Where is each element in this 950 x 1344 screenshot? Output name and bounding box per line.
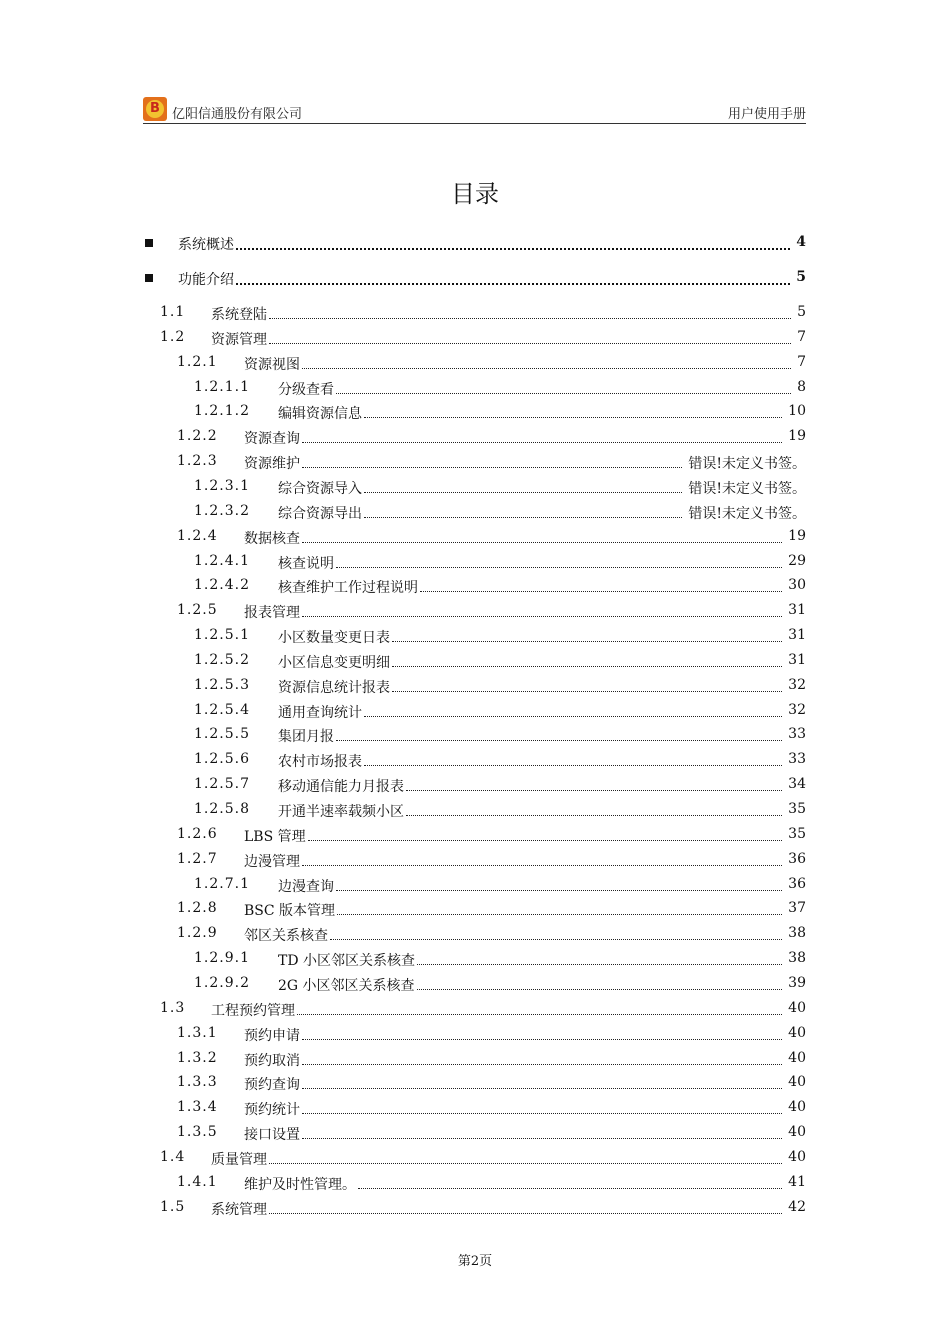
- toc-leader-dots: [392, 666, 782, 667]
- toc-entry[interactable]: [0, 749, 950, 771]
- toc-leader-dots: [336, 393, 791, 394]
- toc-entry[interactable]: [0, 575, 950, 597]
- toc-entry-page: 32: [788, 701, 806, 718]
- toc-entry[interactable]: [0, 476, 950, 498]
- toc-leader-dots: [302, 368, 791, 369]
- toc-entry-number: 1.2.5.4: [194, 701, 250, 718]
- toc-entry[interactable]: [0, 1097, 950, 1119]
- toc-entry-label: 维护及时性管理。: [244, 1176, 356, 1193]
- toc-entry[interactable]: [0, 625, 950, 647]
- toc-entry-label: 资源维护: [244, 456, 300, 473]
- toc-entry-label: 系统概述: [178, 237, 234, 253]
- toc-entry-page: 40: [788, 1124, 806, 1141]
- toc-leader-dots: [336, 740, 782, 741]
- toc-entry-number: 1.3.3: [177, 1074, 218, 1091]
- toc-leader-dots: [420, 591, 782, 592]
- toc-entry[interactable]: [0, 1197, 950, 1219]
- toc-entry-number: 1.2.4.1: [194, 552, 250, 569]
- toc-leader-dots: [364, 716, 782, 717]
- toc-entry[interactable]: [0, 1147, 950, 1169]
- toc-entry-label: 农村市场报表: [278, 754, 362, 771]
- toc-entry-page: 错误!未定义书签。: [688, 456, 806, 473]
- toc-entry-number: 1.2.1: [177, 353, 218, 370]
- toc-entry[interactable]: [0, 302, 950, 324]
- bullet-icon: [145, 239, 153, 247]
- toc-entry[interactable]: [0, 327, 950, 349]
- toc-entry-label: 边漫管理: [244, 853, 300, 870]
- toc-entry-number: 1.2.1.1: [194, 378, 250, 395]
- toc-entry-number: 1.3.2: [177, 1049, 218, 1066]
- toc-entry-label: 接口设置: [244, 1127, 300, 1144]
- toc-leader-dots: [392, 641, 782, 642]
- toc-leader-dots: [302, 1039, 782, 1040]
- toc-entry[interactable]: [0, 923, 950, 945]
- toc-entry-page: 错误!未定义书签。: [688, 480, 806, 497]
- toc-leader-dots: [302, 1088, 782, 1089]
- toc-entry[interactable]: [0, 377, 950, 399]
- toc-entry-label: 邻区关系核查: [244, 928, 328, 945]
- toc-entry-label: 资源管理: [211, 331, 267, 348]
- toc-entry-number: 1.4.1: [177, 1173, 218, 1190]
- toc-entry[interactable]: [0, 998, 950, 1020]
- toc-leader-dots: [364, 517, 682, 518]
- toc-entry-label: 开通半速率载频小区: [278, 804, 404, 820]
- toc-entry-number: 1.2.5.3: [194, 676, 250, 693]
- toc-entry[interactable]: [0, 948, 950, 970]
- toc-entry-label: 资源查询: [244, 431, 300, 448]
- toc-entry-page: 19: [788, 527, 806, 544]
- toc-leader-dots: [302, 1113, 782, 1114]
- toc-entry-label: 综合资源导出: [278, 505, 362, 522]
- toc-leader-dots: [406, 790, 782, 791]
- toc-entry-label: 工程预约管理: [211, 1002, 295, 1019]
- toc-entry-number: 1.2.2: [177, 428, 218, 445]
- toc-entry-page: 30: [788, 577, 806, 594]
- toc-entry-number: 1.3.1: [177, 1024, 218, 1041]
- toc-entry-page: 40: [788, 1074, 806, 1091]
- toc-entry-number: 1.4: [160, 1148, 186, 1165]
- toc-entry-page: 42: [788, 1198, 806, 1215]
- toc-entry-label: 预约取消: [244, 1052, 300, 1069]
- toc-entry-number: 1.2.7: [177, 850, 218, 867]
- toc-leader-dots: [302, 542, 782, 543]
- toc-entry-number: 1.2.4: [177, 527, 218, 544]
- toc-entry[interactable]: [0, 1122, 950, 1144]
- toc-entry-label: 质量管理: [211, 1151, 267, 1168]
- toc-entry-number: 1.2.5: [177, 602, 218, 619]
- toc-entry-page: 38: [788, 925, 806, 942]
- toc-leader-dots: [358, 1188, 782, 1189]
- toc-entry[interactable]: [0, 849, 950, 871]
- toc-entry-number: 1.2.4.2: [194, 577, 250, 594]
- toc-entry-label: BSC 版本管理: [244, 903, 336, 920]
- toc-entry-label: 通用查询统计: [278, 704, 362, 721]
- toc-entry-label: 综合资源导入: [278, 480, 362, 497]
- toc-leader-dots: [302, 467, 682, 468]
- toc-entry[interactable]: [0, 526, 950, 548]
- toc-leader-dots: [364, 492, 682, 493]
- toc-entry-page: 33: [788, 726, 806, 743]
- toc-entry-number: 1.2: [160, 328, 186, 345]
- toc-leader-dots: [302, 1064, 782, 1065]
- toc-entry-number: 1.2.6: [177, 825, 218, 842]
- toc-entry-label: 数据核查: [244, 530, 300, 547]
- toc-leader-dots: [417, 964, 782, 965]
- toc-leader-dots: [269, 318, 791, 319]
- toc-entry-page: 4: [796, 234, 806, 250]
- toc-entry[interactable]: [0, 973, 950, 995]
- toc-entry-label: 预约统计: [244, 1102, 300, 1119]
- toc-leader-dots: [269, 343, 791, 344]
- toc-leader-dots: [336, 567, 782, 568]
- toc-entry-page: 31: [788, 627, 806, 644]
- toc-entry-label: 预约查询: [244, 1077, 300, 1094]
- toc-entry-number: 1.2.9: [177, 925, 218, 942]
- toc-entry-page: 29: [788, 552, 806, 569]
- toc-entry-label: 资源信息统计报表: [278, 679, 390, 696]
- toc-entry[interactable]: [0, 824, 950, 846]
- toc-leader-dots: [364, 765, 782, 766]
- toc-entry-number: 1.2.5.1: [194, 627, 250, 644]
- toc-leader-dots: [308, 840, 783, 841]
- toc-entry-number: 1.2.5.2: [194, 651, 250, 668]
- toc-entry-number: 1.1: [160, 304, 186, 320]
- toc-entry-page: 40: [788, 1148, 806, 1165]
- toc-entry-number: 1.5: [160, 1198, 186, 1215]
- toc-entry[interactable]: [0, 874, 950, 896]
- manual-title: 用户使用手册: [727, 107, 806, 122]
- toc-entry-label: TD 小区邻区关系核查: [278, 953, 416, 970]
- toc-entry-label: 编辑资源信息: [278, 406, 362, 423]
- toc-entry[interactable]: [0, 551, 950, 573]
- toc-entry-number: 1.2.5.6: [194, 751, 250, 768]
- toc-entry-page: 34: [788, 776, 806, 793]
- company-name: 亿阳信通股份有限公司: [172, 107, 303, 122]
- toc-entry[interactable]: [0, 401, 950, 423]
- toc-entry-page: 5: [796, 269, 806, 285]
- toc-entry[interactable]: [0, 600, 950, 622]
- toc-entry[interactable]: [0, 1048, 950, 1070]
- toc-entry-label: 报表管理: [244, 605, 300, 622]
- toc-entry-page: 38: [788, 950, 806, 967]
- toc-entry-number: 1.2.5.7: [194, 776, 250, 793]
- toc-entry-page: 40: [788, 1024, 806, 1041]
- toc-leader-dots: [236, 283, 790, 285]
- toc-entry-label: 2G 小区邻区关系核查: [278, 977, 415, 994]
- toc-entry-number: 1.3.4: [177, 1099, 218, 1116]
- toc-leader-dots: [330, 939, 782, 940]
- toc-entry-page: 错误!未定义书签。: [688, 505, 806, 522]
- toc-leader-dots: [302, 616, 782, 617]
- toc-entry-page: 19: [788, 428, 806, 445]
- toc-entry-number: 1.2.3.1: [194, 477, 250, 494]
- toc-entry[interactable]: [0, 650, 950, 672]
- toc-entry-page: 37: [788, 900, 806, 917]
- toc-entry[interactable]: [0, 267, 950, 289]
- toc-entry[interactable]: [0, 898, 950, 920]
- toc-entry-number: 1.2.9.2: [194, 974, 250, 991]
- toc-entry-number: 1.2.9.1: [194, 950, 250, 967]
- toc-entry-page: 40: [788, 1099, 806, 1116]
- toc-entry-label: 边漫查询: [278, 878, 334, 895]
- logo-letter: B: [150, 101, 160, 116]
- toc-leader-dots: [302, 442, 782, 443]
- toc-entry-page: 35: [788, 801, 806, 817]
- toc-entry-page: 32: [788, 676, 806, 693]
- toc-entry-number: 1.2.5.8: [194, 801, 250, 817]
- toc-entry[interactable]: [0, 1023, 950, 1045]
- toc-entry[interactable]: [0, 774, 950, 796]
- toc-entry[interactable]: [0, 724, 950, 746]
- toc-entry[interactable]: [0, 675, 950, 697]
- toc-entry-number: 1.2.3: [177, 453, 218, 470]
- toc-entry-page: 40: [788, 1049, 806, 1066]
- toc-entry-page: 31: [788, 651, 806, 668]
- toc-entry-page: 7: [797, 328, 806, 345]
- toc-leader-dots: [337, 914, 782, 915]
- toc-entry-label: 资源视图: [244, 356, 300, 373]
- toc-entry-page: 5: [797, 304, 806, 320]
- page-footer: 第2页: [457, 1254, 493, 1269]
- toc-entry-label: 小区数量变更日表: [278, 630, 390, 647]
- toc-entry-label: 核查说明: [278, 555, 334, 572]
- toc-entry-label: 预约申请: [244, 1027, 300, 1044]
- toc-entry-number: 1.3.5: [177, 1124, 218, 1141]
- toc-leader-dots: [336, 890, 782, 891]
- toc-entry-page: 39: [788, 974, 806, 991]
- toc-entry-label: 移动通信能力月报表: [278, 779, 404, 796]
- toc-entry-page: 10: [788, 403, 806, 420]
- toc-entry-page: 36: [788, 875, 806, 892]
- toc-entry-label: 分级查看: [278, 381, 334, 398]
- toc-entry-page: 35: [788, 825, 806, 842]
- toc-title: 目录: [451, 180, 499, 208]
- toc-leader-dots: [417, 989, 783, 990]
- toc-entry-number: 1.3: [160, 999, 186, 1016]
- toc-entry-page: 36: [788, 850, 806, 867]
- toc-leader-dots: [302, 865, 782, 866]
- toc-entry-label: 集团月报: [278, 729, 334, 746]
- toc-entry-number: 1.2.5.5: [194, 726, 250, 743]
- toc-leader-dots: [364, 417, 782, 418]
- toc-leader-dots: [302, 1138, 782, 1139]
- toc-entry-label: LBS 管理: [244, 828, 306, 845]
- toc-leader-dots: [297, 1014, 782, 1015]
- toc-entry-number: 1.2.8: [177, 900, 218, 917]
- toc-entry-page: 40: [788, 999, 806, 1016]
- toc-leader-dots: [406, 815, 782, 816]
- toc-entry[interactable]: [0, 501, 950, 523]
- toc-entry[interactable]: [0, 451, 950, 473]
- bullet-icon: [145, 274, 153, 282]
- toc-entry-page: 41: [788, 1173, 806, 1190]
- toc-entry-number: 1.2.1.2: [194, 403, 250, 420]
- toc-entry-label: 功能介绍: [178, 272, 234, 288]
- toc-entry-page: 8: [797, 378, 806, 395]
- toc-leader-dots: [269, 1213, 782, 1214]
- toc-entry-label: 核查维护工作过程说明: [278, 580, 418, 597]
- toc-entry[interactable]: [0, 232, 950, 254]
- toc-entry[interactable]: [0, 700, 950, 722]
- toc-leader-dots: [392, 691, 782, 692]
- toc-entry-page: 31: [788, 602, 806, 619]
- toc-entry-number: 1.2.3.2: [194, 502, 250, 519]
- toc-entry-page: 7: [797, 353, 806, 370]
- toc-entry-label: 系统登陆: [211, 307, 267, 323]
- toc-entry[interactable]: [0, 799, 950, 821]
- toc-entry-label: 小区信息变更明细: [278, 654, 390, 671]
- toc-entry[interactable]: [0, 426, 950, 448]
- toc-entry[interactable]: [0, 1072, 950, 1094]
- toc-entry[interactable]: [0, 1172, 950, 1194]
- toc-entry[interactable]: [0, 352, 950, 374]
- toc-entry-label: 系统管理: [211, 1201, 267, 1218]
- toc-leader-dots: [236, 248, 790, 250]
- toc-leader-dots: [269, 1163, 782, 1164]
- toc-entry-page: 33: [788, 751, 806, 768]
- toc-entry-number: 1.2.7.1: [194, 875, 250, 892]
